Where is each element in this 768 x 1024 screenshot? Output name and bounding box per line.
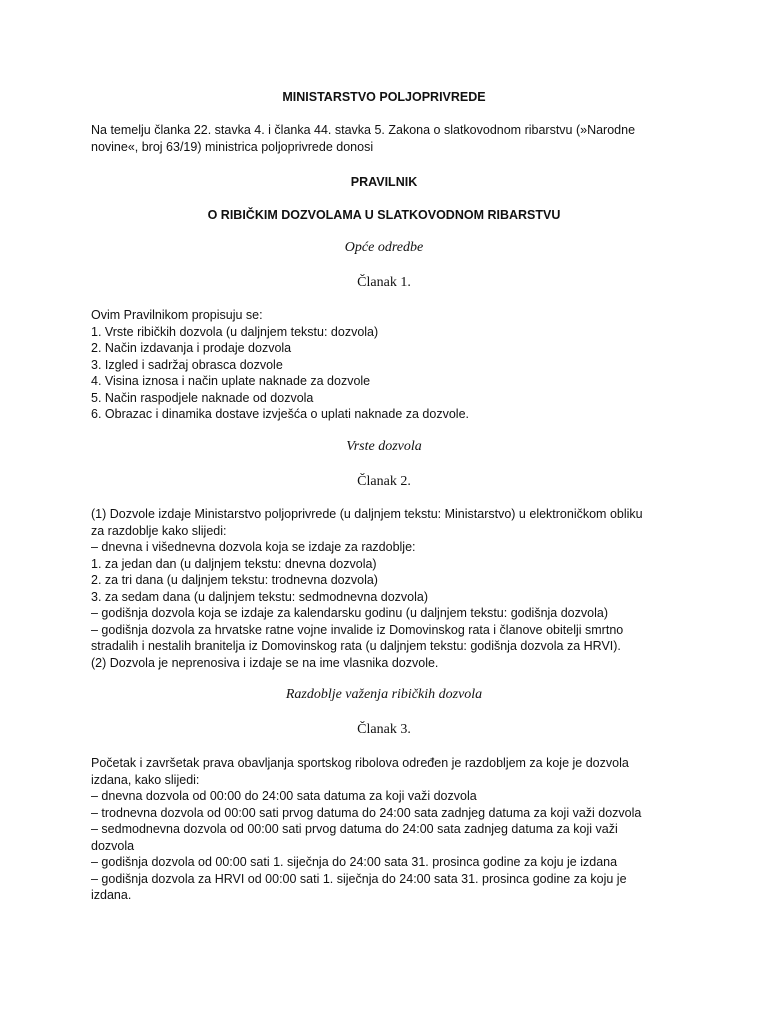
article-line: – godišnja dozvola za HRVI od 00:00 sati 1. siječnja do 24:00 sata 31. prosinca godine za koju je xyxy=(91,871,627,886)
article-body xyxy=(91,307,691,423)
article-line: stradalih i nestalih branitelja iz Domovinskog rata (u daljnjem tekstu: godišnja dozvola za HRVI). xyxy=(91,639,621,653)
ministry-heading: MINISTARSTVO POLJOPRIVREDE xyxy=(282,90,486,104)
article-line: 6. Obrazac i dinamika dostave izvješća o uplati naknade za dozvole. xyxy=(91,407,469,421)
article-line: 4. Visina iznosa i način uplate naknade za dozvole xyxy=(91,374,371,388)
article-line: – sedmodnevna dozvola od 00:00 sati prvog datuma do 24:00 sata zadnjeg datuma za koji važi xyxy=(91,822,618,836)
article-body xyxy=(91,506,691,671)
article-line: 1. za jedan dan (u daljnjem tekstu: dnevna dozvola) xyxy=(91,556,377,571)
article-line: 2. za tri dana (u daljnjem tekstu: trodnevna dozvola) xyxy=(91,573,378,587)
article-line: (2) Dozvola je neprenosiva i izdaje se na ime vlasnika dozvole. xyxy=(91,655,439,670)
article-line: 5. Način raspodjele naknade od dozvola xyxy=(91,390,314,405)
article-line: izdana. xyxy=(91,888,132,902)
preamble xyxy=(91,122,691,155)
article-line: 1. Vrste ribičkih dozvola (u daljnjem tekstu: dozvola) xyxy=(91,324,379,339)
article-line: – godišnja dozvola od 00:00 sati 1. siječnja do 24:00 sata 31. prosinca godine za koju je izdana xyxy=(91,855,618,869)
article-line: izdana, kako slijedi: xyxy=(91,772,200,787)
preamble-line: novine«, broj 63/19) ministrica poljoprivrede donosi xyxy=(91,139,374,154)
section-heading: Opće odredbe xyxy=(344,240,424,255)
article-line: 3. Izgled i sadržaj obrasca dozvole xyxy=(91,357,283,372)
article-line: dozvola xyxy=(91,838,135,853)
article-body xyxy=(91,755,691,904)
article-line: Početak i završetak prava obavljanja sportskog ribolova određen je razdobljem za koje je dozvola xyxy=(91,756,629,770)
section-heading: Razdoblje važenja ribičkih dozvola xyxy=(285,687,483,702)
article-line: 2. Način izdavanja i prodaje dozvola xyxy=(91,341,292,355)
preamble-line: Na temelju članka 22. stavka 4. i članka 44. stavka 5. Zakona o slatkovodnom ribarstvu (»Narodne xyxy=(91,123,636,137)
article-line: (1) Dozvole izdaje Ministarstvo poljoprivrede (u daljnjem tekstu: Ministarstvo) u elektroničkom obliku xyxy=(91,507,643,521)
article-line: Ovim Pravilnikom propisuju se: xyxy=(91,308,263,322)
article-number: Članak 3. xyxy=(357,722,411,737)
article-line: – dnevna i višednevna dozvola koja se izdaje za razdoblje: xyxy=(91,540,416,554)
document-title: O RIBIČKIM DOZVOLAMA U SLATKOVODNOM RIBARSTVU xyxy=(207,208,561,222)
article-line: 3. za sedam dana (u daljnjem tekstu: sedmodnevna dozvola) xyxy=(91,589,428,604)
article-number: Članak 2. xyxy=(357,474,411,489)
article-line: za razdoblje kako slijedi: xyxy=(91,523,227,538)
document-type: PRAVILNIK xyxy=(350,175,418,189)
article-number: Članak 1. xyxy=(357,275,411,290)
article-line: – dnevna dozvola od 00:00 do 24:00 sata datuma za koji važi dozvola xyxy=(91,789,477,803)
article-line: – godišnja dozvola za hrvatske ratne vojne invalide iz Domovinskog rata i članove obitelji smrtno xyxy=(91,622,624,637)
article-line: – trodnevna dozvola od 00:00 sati prvog datuma do 24:00 sata zadnjeg datuma za koji važi dozvola xyxy=(91,805,642,820)
article-line: – godišnja dozvola koja se izdaje za kalendarsku godinu (u daljnjem tekstu: godišnja dozvola) xyxy=(91,606,608,620)
section-heading: Vrste dozvola xyxy=(346,439,422,454)
